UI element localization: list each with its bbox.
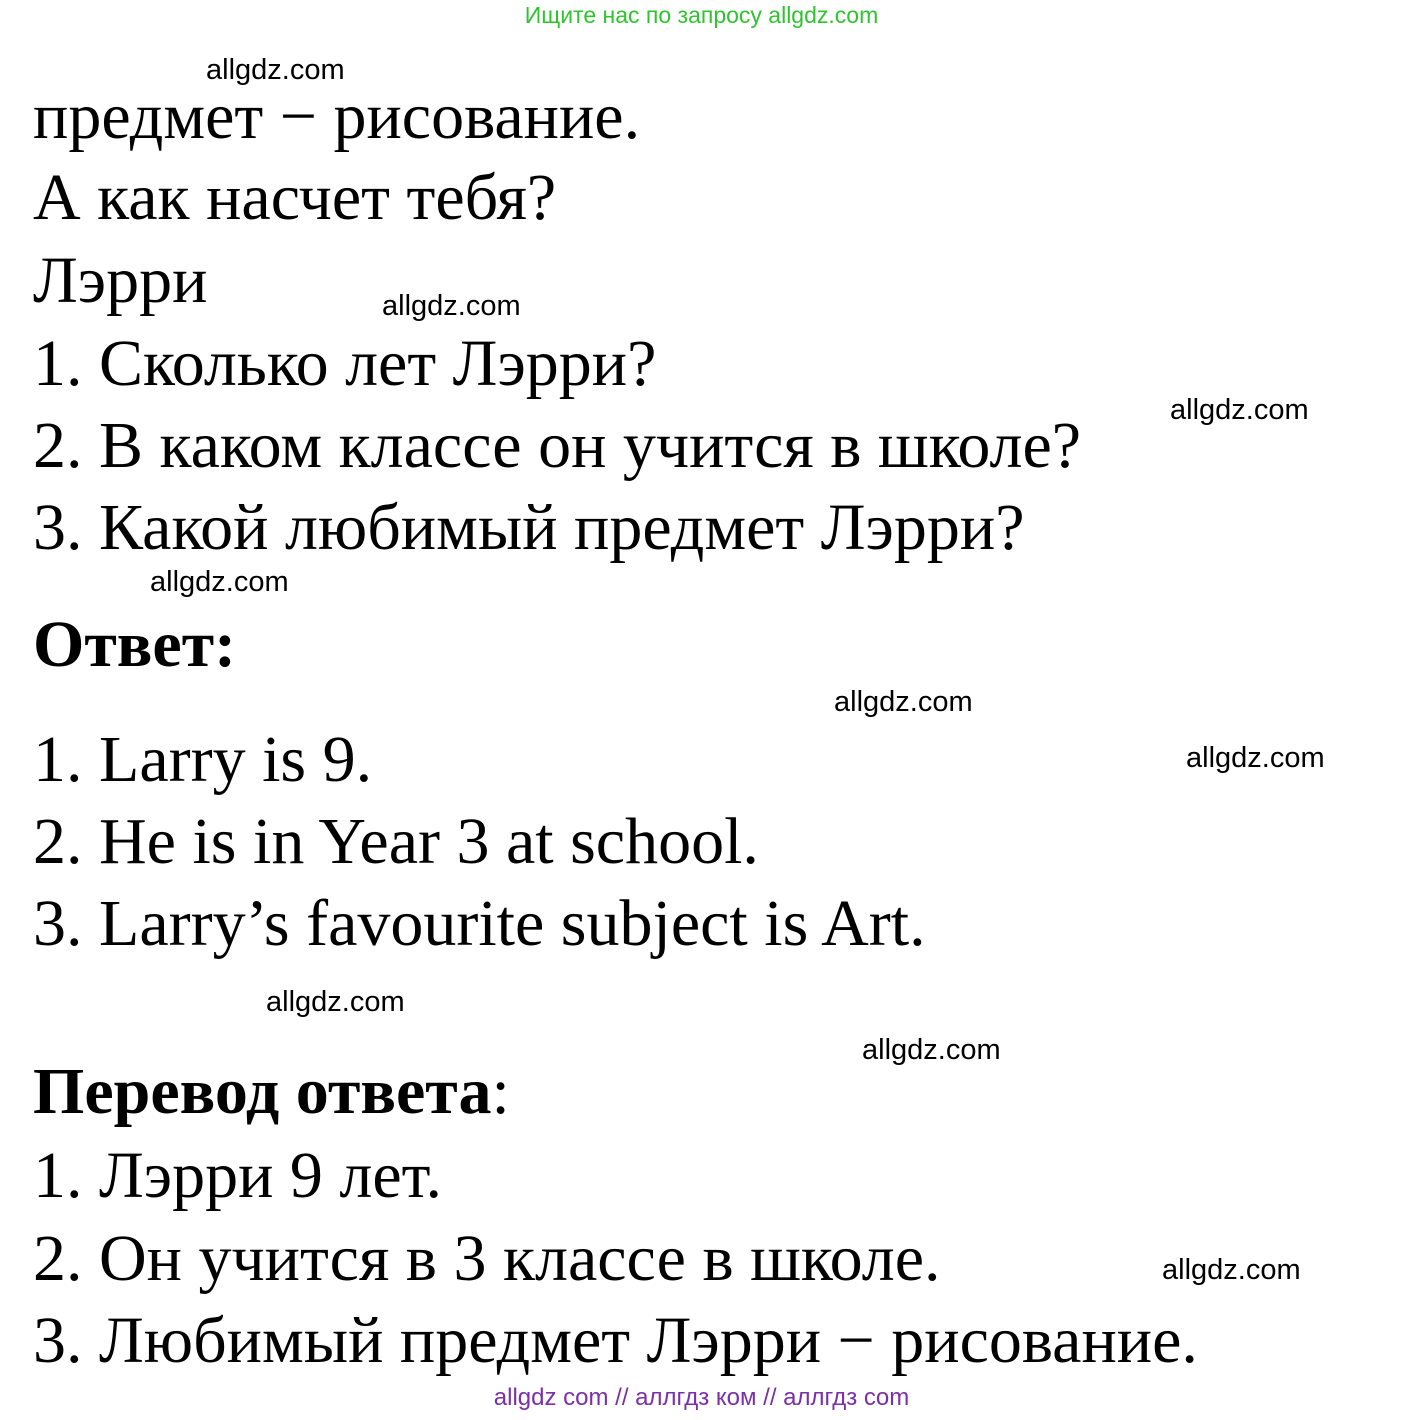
question-3: 3. Какой любимый предмет Лэрри? xyxy=(33,491,1025,564)
answer-3: 3. Larry’s favourite subject is Art. xyxy=(33,887,926,960)
translation-heading: Перевод ответа xyxy=(33,1055,492,1128)
text-line: Лэрри xyxy=(33,244,208,317)
translation-3: 3. Любимый предмет Лэрри − рисование. xyxy=(33,1304,1198,1377)
watermark: allgdz.com xyxy=(266,986,405,1018)
translation-colon: : xyxy=(491,1055,510,1128)
watermark: allgdz.com xyxy=(834,686,973,718)
answer-2: 2. He is in Year 3 at school. xyxy=(33,805,759,878)
watermark: allgdz.com xyxy=(1186,742,1325,774)
answer-heading: Ответ: xyxy=(33,608,237,681)
translation-1: 1. Лэрри 9 лет. xyxy=(33,1139,443,1212)
text-line: предмет − рисование. xyxy=(33,80,641,153)
question-2: 2. В каком классе он учится в школе? xyxy=(33,409,1082,482)
answer-1: 1. Larry is 9. xyxy=(33,723,373,796)
watermark: allgdz.com xyxy=(150,566,289,598)
footer: allgdz com // аллгдз ком // аллгдз com xyxy=(493,1384,910,1411)
question-1: 1. Сколько лет Лэрри? xyxy=(33,327,657,400)
watermark: allgdz.com xyxy=(1162,1254,1301,1286)
watermark: allgdz.com xyxy=(1170,394,1309,426)
translation-2: 2. Он учится в 3 классе в школе. xyxy=(33,1222,941,1295)
translation-heading-line xyxy=(33,1055,510,1128)
watermark: allgdz.com xyxy=(382,290,521,322)
watermark: allgdz.com xyxy=(862,1034,1001,1066)
top-banner: Ищите нас по запросу allgdz.com xyxy=(524,2,879,28)
text-line: А как насчет тебя? xyxy=(33,161,557,234)
watermark: allgdz.com xyxy=(206,54,345,86)
